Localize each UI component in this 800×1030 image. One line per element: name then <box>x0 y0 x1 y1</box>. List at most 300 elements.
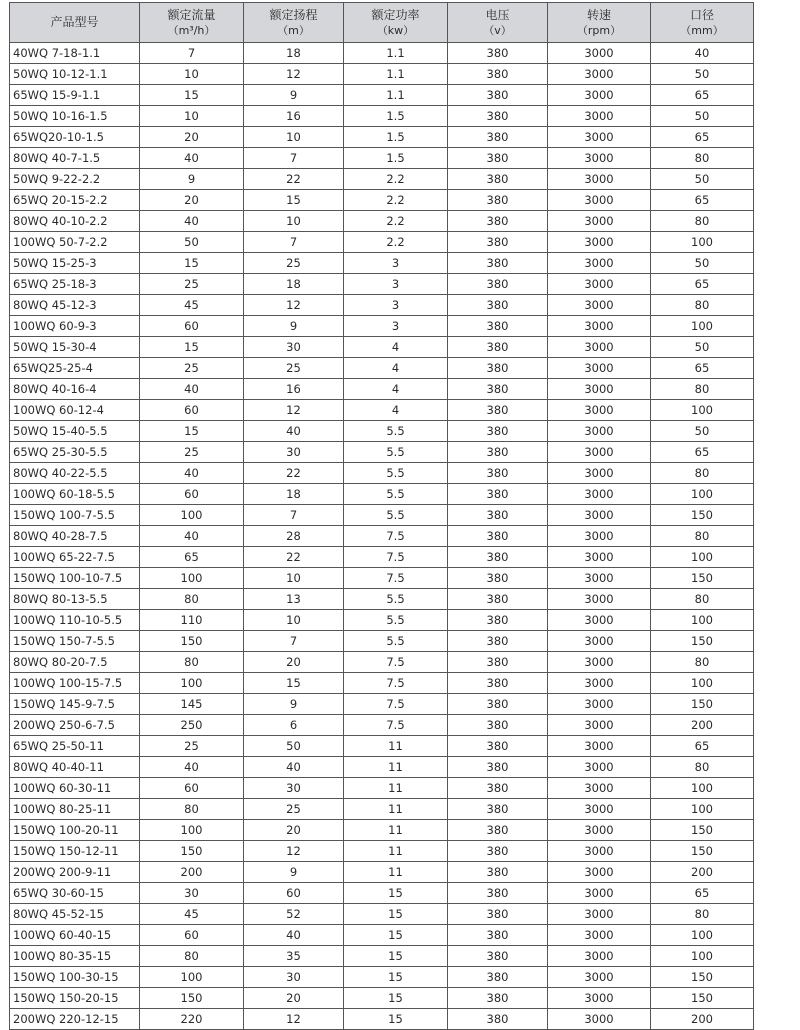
cell-head: 40 <box>244 421 344 442</box>
cell-power: 7.5 <box>344 673 448 694</box>
cell-power: 1.5 <box>344 106 448 127</box>
cell-model: 150WQ 100-7-5.5 <box>10 505 140 526</box>
cell-voltage: 380 <box>448 736 548 757</box>
table-row <box>10 967 754 988</box>
cell-speed: 3000 <box>548 547 651 568</box>
cell-head: 50 <box>244 736 344 757</box>
cell-diameter: 100 <box>651 925 754 946</box>
cell-voltage: 380 <box>448 442 548 463</box>
cell-head: 20 <box>244 652 344 673</box>
cell-diameter: 65 <box>651 442 754 463</box>
cell-diameter: 50 <box>651 169 754 190</box>
cell-voltage: 380 <box>448 799 548 820</box>
cell-speed: 3000 <box>548 778 651 799</box>
cell-flow: 40 <box>140 379 244 400</box>
table-row <box>10 631 754 652</box>
cell-diameter: 150 <box>651 694 754 715</box>
table-row <box>10 589 754 610</box>
cell-head: 22 <box>244 169 344 190</box>
cell-power: 15 <box>344 1009 448 1030</box>
table-row <box>10 568 754 589</box>
cell-speed: 3000 <box>548 610 651 631</box>
cell-head: 9 <box>244 694 344 715</box>
cell-model: 80WQ 80-20-7.5 <box>10 652 140 673</box>
cell-diameter: 65 <box>651 190 754 211</box>
cell-diameter: 200 <box>651 1009 754 1030</box>
cell-flow: 60 <box>140 484 244 505</box>
cell-speed: 3000 <box>548 799 651 820</box>
cell-power: 3 <box>344 316 448 337</box>
cell-head: 16 <box>244 106 344 127</box>
cell-power: 5.5 <box>344 631 448 652</box>
cell-flow: 45 <box>140 904 244 925</box>
cell-model: 65WQ 25-50-11 <box>10 736 140 757</box>
cell-diameter: 50 <box>651 337 754 358</box>
cell-head: 60 <box>244 883 344 904</box>
cell-speed: 3000 <box>548 925 651 946</box>
header-label: 口径 <box>689 7 714 22</box>
cell-voltage: 380 <box>448 631 548 652</box>
cell-flow: 150 <box>140 988 244 1009</box>
cell-power: 15 <box>344 988 448 1009</box>
cell-model: 80WQ 40-16-4 <box>10 379 140 400</box>
cell-voltage: 380 <box>448 820 548 841</box>
cell-diameter: 150 <box>651 820 754 841</box>
cell-flow: 40 <box>140 211 244 232</box>
cell-flow: 9 <box>140 169 244 190</box>
table-row <box>10 127 754 148</box>
cell-flow: 100 <box>140 967 244 988</box>
cell-diameter: 50 <box>651 421 754 442</box>
cell-diameter: 100 <box>651 610 754 631</box>
header-unit: （m） <box>277 23 310 37</box>
cell-head: 16 <box>244 379 344 400</box>
cell-head: 9 <box>244 85 344 106</box>
cell-power: 2.2 <box>344 232 448 253</box>
cell-voltage: 380 <box>448 967 548 988</box>
cell-head: 30 <box>244 442 344 463</box>
table-row <box>10 799 754 820</box>
cell-diameter: 65 <box>651 127 754 148</box>
cell-head: 20 <box>244 820 344 841</box>
cell-voltage: 380 <box>448 715 548 736</box>
cell-power: 1.5 <box>344 127 448 148</box>
cell-head: 25 <box>244 253 344 274</box>
cell-power: 11 <box>344 841 448 862</box>
cell-model: 80WQ 40-10-2.2 <box>10 211 140 232</box>
cell-flow: 80 <box>140 799 244 820</box>
cell-flow: 100 <box>140 505 244 526</box>
cell-model: 80WQ 40-7-1.5 <box>10 148 140 169</box>
cell-voltage: 380 <box>448 925 548 946</box>
cell-head: 22 <box>244 547 344 568</box>
table-row <box>10 211 754 232</box>
cell-speed: 3000 <box>548 841 651 862</box>
cell-voltage: 380 <box>448 505 548 526</box>
cell-voltage: 380 <box>448 295 548 316</box>
header-voltage <box>448 3 548 43</box>
table-row <box>10 232 754 253</box>
cell-speed: 3000 <box>548 232 651 253</box>
cell-power: 11 <box>344 778 448 799</box>
cell-head: 22 <box>244 463 344 484</box>
cell-speed: 3000 <box>548 316 651 337</box>
cell-voltage: 380 <box>448 127 548 148</box>
header-unit: （kw） <box>376 23 415 37</box>
cell-flow: 80 <box>140 652 244 673</box>
table-row <box>10 484 754 505</box>
cell-speed: 3000 <box>548 442 651 463</box>
cell-flow: 150 <box>140 841 244 862</box>
table-row <box>10 610 754 631</box>
header-label: 电压 <box>485 7 510 22</box>
cell-power: 11 <box>344 757 448 778</box>
cell-flow: 40 <box>140 148 244 169</box>
cell-speed: 3000 <box>548 904 651 925</box>
cell-flow: 20 <box>140 190 244 211</box>
cell-power: 5.5 <box>344 484 448 505</box>
cell-speed: 3000 <box>548 883 651 904</box>
cell-diameter: 150 <box>651 568 754 589</box>
cell-power: 15 <box>344 904 448 925</box>
cell-power: 3 <box>344 295 448 316</box>
cell-head: 28 <box>244 526 344 547</box>
cell-model: 150WQ 150-7-5.5 <box>10 631 140 652</box>
cell-head: 10 <box>244 610 344 631</box>
cell-model: 80WQ 45-52-15 <box>10 904 140 925</box>
cell-flow: 145 <box>140 694 244 715</box>
cell-speed: 3000 <box>548 337 651 358</box>
table-row <box>10 694 754 715</box>
table-row <box>10 253 754 274</box>
cell-model: 100WQ 110-10-5.5 <box>10 610 140 631</box>
cell-head: 25 <box>244 799 344 820</box>
cell-model: 150WQ 100-20-11 <box>10 820 140 841</box>
cell-speed: 3000 <box>548 169 651 190</box>
cell-power: 7.5 <box>344 715 448 736</box>
cell-head: 7 <box>244 148 344 169</box>
cell-power: 5.5 <box>344 610 448 631</box>
cell-power: 1.1 <box>344 64 448 85</box>
cell-model: 65WQ 20-15-2.2 <box>10 190 140 211</box>
cell-speed: 3000 <box>548 736 651 757</box>
cell-voltage: 380 <box>448 673 548 694</box>
cell-diameter: 200 <box>651 715 754 736</box>
cell-power: 5.5 <box>344 505 448 526</box>
cell-diameter: 100 <box>651 946 754 967</box>
cell-power: 1.1 <box>344 43 448 64</box>
cell-flow: 25 <box>140 358 244 379</box>
cell-power: 7.5 <box>344 547 448 568</box>
cell-diameter: 80 <box>651 295 754 316</box>
cell-flow: 200 <box>140 862 244 883</box>
table-row <box>10 274 754 295</box>
cell-voltage: 380 <box>448 883 548 904</box>
cell-speed: 3000 <box>548 43 651 64</box>
cell-speed: 3000 <box>548 463 651 484</box>
cell-head: 15 <box>244 190 344 211</box>
cell-diameter: 65 <box>651 274 754 295</box>
cell-diameter: 50 <box>651 106 754 127</box>
cell-power: 11 <box>344 820 448 841</box>
cell-voltage: 380 <box>448 547 548 568</box>
cell-voltage: 380 <box>448 463 548 484</box>
cell-diameter: 100 <box>651 484 754 505</box>
cell-model: 100WQ 50-7-2.2 <box>10 232 140 253</box>
cell-voltage: 380 <box>448 379 548 400</box>
cell-diameter: 40 <box>651 43 754 64</box>
cell-power: 7.5 <box>344 652 448 673</box>
table-row <box>10 43 754 64</box>
table-row <box>10 148 754 169</box>
cell-flow: 15 <box>140 337 244 358</box>
cell-model: 80WQ 80-13-5.5 <box>10 589 140 610</box>
cell-head: 12 <box>244 400 344 421</box>
table-row <box>10 925 754 946</box>
cell-power: 4 <box>344 337 448 358</box>
cell-speed: 3000 <box>548 400 651 421</box>
table-row <box>10 862 754 883</box>
cell-flow: 220 <box>140 1009 244 1030</box>
header-unit: （mm） <box>680 23 724 37</box>
cell-model: 40WQ 7-18-1.1 <box>10 43 140 64</box>
cell-head: 52 <box>244 904 344 925</box>
cell-head: 40 <box>244 925 344 946</box>
cell-head: 12 <box>244 841 344 862</box>
cell-flow: 50 <box>140 232 244 253</box>
cell-voltage: 380 <box>448 43 548 64</box>
cell-voltage: 380 <box>448 253 548 274</box>
cell-head: 25 <box>244 358 344 379</box>
cell-speed: 3000 <box>548 820 651 841</box>
table-row <box>10 106 754 127</box>
cell-model: 100WQ 60-12-4 <box>10 400 140 421</box>
table-row <box>10 316 754 337</box>
table-row <box>10 715 754 736</box>
cell-head: 35 <box>244 946 344 967</box>
cell-model: 150WQ 150-20-15 <box>10 988 140 1009</box>
cell-diameter: 80 <box>651 757 754 778</box>
header-label: 额定扬程 <box>269 7 318 22</box>
cell-head: 10 <box>244 211 344 232</box>
cell-model: 150WQ 150-12-11 <box>10 841 140 862</box>
table-row <box>10 379 754 400</box>
table-row <box>10 169 754 190</box>
cell-voltage: 380 <box>448 358 548 379</box>
cell-model: 100WQ 80-25-11 <box>10 799 140 820</box>
cell-power: 5.5 <box>344 421 448 442</box>
cell-power: 11 <box>344 799 448 820</box>
cell-head: 10 <box>244 127 344 148</box>
cell-head: 6 <box>244 715 344 736</box>
cell-speed: 3000 <box>548 421 651 442</box>
header-label: 额定流量 <box>167 7 216 22</box>
cell-power: 15 <box>344 925 448 946</box>
cell-flow: 40 <box>140 463 244 484</box>
table-row <box>10 505 754 526</box>
cell-voltage: 380 <box>448 316 548 337</box>
header-label: 产品型号 <box>50 15 99 29</box>
cell-diameter: 50 <box>651 64 754 85</box>
cell-model: 50WQ 10-16-1.5 <box>10 106 140 127</box>
cell-model: 65WQ 15-9-1.1 <box>10 85 140 106</box>
cell-speed: 3000 <box>548 715 651 736</box>
cell-speed: 3000 <box>548 526 651 547</box>
cell-diameter: 80 <box>651 904 754 925</box>
table-row <box>10 64 754 85</box>
cell-voltage: 380 <box>448 211 548 232</box>
cell-voltage: 380 <box>448 946 548 967</box>
cell-model: 65WQ 30-60-15 <box>10 883 140 904</box>
cell-model: 80WQ 40-40-11 <box>10 757 140 778</box>
cell-power: 4 <box>344 400 448 421</box>
table-row <box>10 358 754 379</box>
cell-power: 4 <box>344 358 448 379</box>
cell-speed: 3000 <box>548 127 651 148</box>
cell-flow: 25 <box>140 736 244 757</box>
cell-power: 4 <box>344 379 448 400</box>
cell-power: 15 <box>344 883 448 904</box>
cell-flow: 10 <box>140 106 244 127</box>
cell-speed: 3000 <box>548 631 651 652</box>
cell-power: 7.5 <box>344 526 448 547</box>
table-row <box>10 337 754 358</box>
cell-voltage: 380 <box>448 421 548 442</box>
cell-power: 1.5 <box>344 148 448 169</box>
cell-model: 150WQ 100-10-7.5 <box>10 568 140 589</box>
header-label: 转速 <box>586 7 611 22</box>
cell-flow: 60 <box>140 778 244 799</box>
cell-voltage: 380 <box>448 484 548 505</box>
cell-power: 7.5 <box>344 694 448 715</box>
cell-power: 15 <box>344 967 448 988</box>
cell-power: 2.2 <box>344 211 448 232</box>
cell-model: 65WQ 25-30-5.5 <box>10 442 140 463</box>
cell-diameter: 100 <box>651 673 754 694</box>
cell-voltage: 380 <box>448 904 548 925</box>
cell-diameter: 65 <box>651 85 754 106</box>
cell-flow: 45 <box>140 295 244 316</box>
cell-speed: 3000 <box>548 946 651 967</box>
cell-diameter: 150 <box>651 631 754 652</box>
cell-flow: 60 <box>140 925 244 946</box>
table-row <box>10 295 754 316</box>
cell-head: 40 <box>244 757 344 778</box>
cell-power: 5.5 <box>344 442 448 463</box>
cell-diameter: 150 <box>651 967 754 988</box>
header-head <box>244 3 344 43</box>
cell-flow: 20 <box>140 127 244 148</box>
table-row <box>10 946 754 967</box>
cell-speed: 3000 <box>548 190 651 211</box>
cell-model: 100WQ 60-9-3 <box>10 316 140 337</box>
cell-flow: 65 <box>140 547 244 568</box>
cell-power: 2.2 <box>344 190 448 211</box>
cell-speed: 3000 <box>548 505 651 526</box>
cell-speed: 3000 <box>548 484 651 505</box>
table-row <box>10 421 754 442</box>
cell-flow: 10 <box>140 64 244 85</box>
cell-diameter: 150 <box>651 988 754 1009</box>
header-speed <box>548 3 651 43</box>
cell-voltage: 380 <box>448 778 548 799</box>
table-row <box>10 85 754 106</box>
cell-flow: 7 <box>140 43 244 64</box>
cell-model: 100WQ 60-30-11 <box>10 778 140 799</box>
cell-speed: 3000 <box>548 295 651 316</box>
cell-model: 100WQ 80-35-15 <box>10 946 140 967</box>
cell-model: 100WQ 60-18-5.5 <box>10 484 140 505</box>
pump-spec-table <box>9 2 754 1030</box>
cell-power: 11 <box>344 862 448 883</box>
cell-flow: 25 <box>140 442 244 463</box>
header-diameter <box>651 3 754 43</box>
cell-model: 150WQ 145-9-7.5 <box>10 694 140 715</box>
cell-speed: 3000 <box>548 148 651 169</box>
cell-power: 3 <box>344 274 448 295</box>
cell-speed: 3000 <box>548 652 651 673</box>
cell-head: 18 <box>244 43 344 64</box>
cell-voltage: 380 <box>448 757 548 778</box>
header-flow <box>140 3 244 43</box>
cell-model: 100WQ 60-40-15 <box>10 925 140 946</box>
cell-model: 50WQ 15-30-4 <box>10 337 140 358</box>
cell-diameter: 65 <box>651 358 754 379</box>
cell-model: 150WQ 100-30-15 <box>10 967 140 988</box>
cell-diameter: 80 <box>651 211 754 232</box>
cell-head: 18 <box>244 274 344 295</box>
cell-speed: 3000 <box>548 106 651 127</box>
cell-voltage: 380 <box>448 148 548 169</box>
cell-diameter: 150 <box>651 505 754 526</box>
table-row <box>10 883 754 904</box>
cell-power: 5.5 <box>344 463 448 484</box>
table-row <box>10 400 754 421</box>
cell-voltage: 380 <box>448 589 548 610</box>
cell-power: 5.5 <box>344 589 448 610</box>
header-unit: （rpm） <box>576 23 622 37</box>
cell-diameter: 80 <box>651 526 754 547</box>
cell-power: 11 <box>344 736 448 757</box>
table-row <box>10 820 754 841</box>
header-unit: （v） <box>483 23 512 37</box>
cell-speed: 3000 <box>548 85 651 106</box>
table-row <box>10 652 754 673</box>
cell-voltage: 380 <box>448 169 548 190</box>
cell-model: 80WQ 40-22-5.5 <box>10 463 140 484</box>
cell-diameter: 65 <box>651 736 754 757</box>
cell-flow: 100 <box>140 673 244 694</box>
cell-voltage: 380 <box>448 337 548 358</box>
cell-speed: 3000 <box>548 211 651 232</box>
cell-head: 20 <box>244 988 344 1009</box>
cell-voltage: 380 <box>448 190 548 211</box>
cell-head: 12 <box>244 64 344 85</box>
header-unit: （m³/h） <box>167 23 216 37</box>
cell-speed: 3000 <box>548 253 651 274</box>
cell-voltage: 380 <box>448 64 548 85</box>
cell-model: 65WQ20-10-1.5 <box>10 127 140 148</box>
cell-voltage: 380 <box>448 568 548 589</box>
cell-speed: 3000 <box>548 379 651 400</box>
cell-voltage: 380 <box>448 526 548 547</box>
cell-voltage: 380 <box>448 694 548 715</box>
cell-head: 12 <box>244 1009 344 1030</box>
cell-speed: 3000 <box>548 589 651 610</box>
table-row <box>10 442 754 463</box>
cell-power: 15 <box>344 946 448 967</box>
table-body <box>10 43 754 1030</box>
